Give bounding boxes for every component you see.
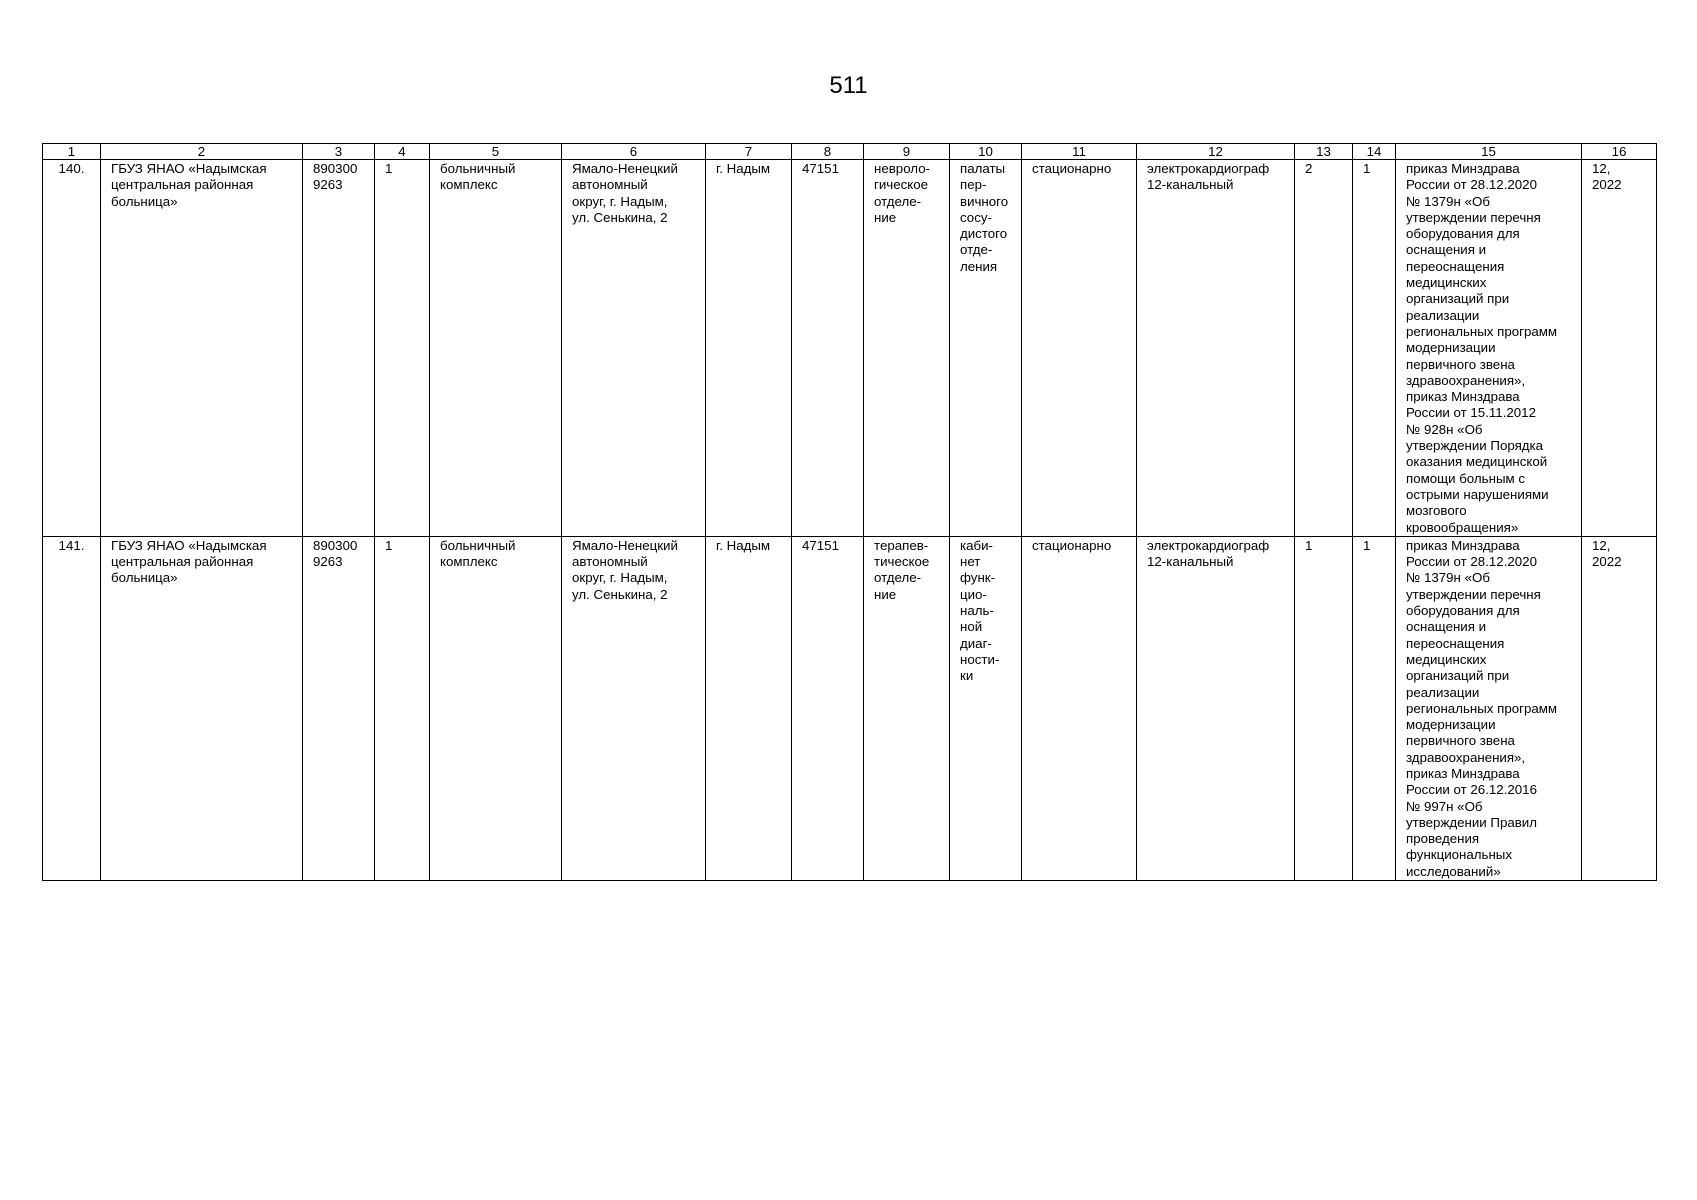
object-type-cell xyxy=(430,536,562,880)
column-header: 9 xyxy=(864,144,950,160)
cell-line: утверждении перечня xyxy=(1406,209,1541,225)
cell-line: кровообращения» xyxy=(1406,519,1519,535)
cell-line: приказ Минздрава xyxy=(1406,161,1520,176)
city-cell: г. Надым xyxy=(706,536,792,880)
cell-line: ул. Сенькина, 2 xyxy=(572,209,668,225)
cell-line: сосу- xyxy=(960,209,992,225)
column-header: 3 xyxy=(303,144,375,160)
cell-line: 2022 xyxy=(1592,554,1622,570)
column-header: 2 xyxy=(101,144,303,160)
table-row xyxy=(43,160,1657,537)
column-4-cell: 1 xyxy=(375,536,430,880)
cell-line: каби- xyxy=(960,537,993,553)
cell-line: наль- xyxy=(960,603,994,619)
cell-line: медицинских xyxy=(1406,651,1487,667)
cell-line: центральная районная xyxy=(111,177,254,193)
cell-line: 9263 xyxy=(313,177,343,193)
cell-line: тическое xyxy=(874,554,930,570)
cell-line: России от 15.11.2012 xyxy=(1406,405,1536,421)
equipment-cell xyxy=(1137,160,1295,537)
cell-line: оборудования для xyxy=(1406,603,1520,619)
cell-line: автономный xyxy=(572,177,648,193)
cell-line: здравоохранения», xyxy=(1406,749,1526,765)
object-type-cell xyxy=(430,160,562,537)
cell-line: медицинских xyxy=(1406,275,1487,291)
cell-line: автономный xyxy=(572,554,648,570)
row-number-cell: 141. xyxy=(43,536,101,880)
column-header: 11 xyxy=(1022,144,1137,160)
column-14-cell: 1 xyxy=(1353,160,1396,537)
care-form-cell: стационарно xyxy=(1022,536,1137,880)
cell-line: первичного звена xyxy=(1406,356,1515,372)
cell-line: оснащения и xyxy=(1406,619,1487,635)
cell-line: оказания медицинской xyxy=(1406,454,1548,470)
date-cell xyxy=(1582,536,1657,880)
cell-line: России от 28.12.2020 xyxy=(1406,177,1537,193)
cell-line: модернизации xyxy=(1406,340,1496,356)
cell-line: 12-канальный xyxy=(1147,554,1234,570)
column-13-cell: 1 xyxy=(1295,536,1353,880)
cell-line: первичного звена xyxy=(1406,733,1515,749)
cell-line: отделе- xyxy=(874,570,922,586)
cell-line: ние xyxy=(874,209,897,225)
cell-line: пер- xyxy=(960,177,987,193)
cell-line: комплекс xyxy=(440,177,498,193)
cell-line: больница» xyxy=(111,570,178,586)
cell-line: № 997н «Об xyxy=(1406,798,1483,814)
room-cell xyxy=(950,160,1022,537)
cell-line: палаты xyxy=(960,161,1006,176)
cell-line: переоснащения xyxy=(1406,258,1505,274)
cell-line: утверждении перечня xyxy=(1406,586,1541,602)
cell-line: утверждении Порядка xyxy=(1406,438,1544,454)
date-cell xyxy=(1582,160,1657,537)
address-cell xyxy=(562,536,706,880)
equipment-register-table xyxy=(42,143,1657,881)
cell-line: России от 26.12.2016 xyxy=(1406,782,1537,798)
cell-line: ной xyxy=(960,619,983,635)
city-cell: г. Надым xyxy=(706,160,792,537)
column-header: 13 xyxy=(1295,144,1353,160)
column-4-cell: 1 xyxy=(375,160,430,537)
department-cell xyxy=(864,160,950,537)
cell-line: ГБУЗ ЯНАО «Надымская xyxy=(111,161,267,176)
legal-basis-cell xyxy=(1396,160,1582,537)
cell-line: проведения xyxy=(1406,831,1480,847)
institution-cell xyxy=(101,160,303,537)
cell-line: невроло- xyxy=(874,161,931,176)
cell-line: ления xyxy=(960,258,998,274)
cell-line: больница» xyxy=(111,193,178,209)
cell-line: диаг- xyxy=(960,635,992,651)
cell-line: округ, г. Надым, xyxy=(572,193,668,209)
cell-line: ние xyxy=(874,586,897,602)
cell-line: переоснащения xyxy=(1406,635,1505,651)
cell-line: 890300 xyxy=(313,537,358,553)
cell-line: 12, xyxy=(1592,537,1611,553)
cell-line: функ- xyxy=(960,570,996,586)
cell-line: нет xyxy=(960,554,981,570)
column-14-cell: 1 xyxy=(1353,536,1396,880)
room-cell xyxy=(950,536,1022,880)
care-form-cell: стационарно xyxy=(1022,160,1137,537)
cell-line: № 928н «Об xyxy=(1406,421,1483,437)
address-cell xyxy=(562,160,706,537)
cell-line: гическое xyxy=(874,177,929,193)
cell-line: здравоохранения», xyxy=(1406,372,1526,388)
cell-line: оборудования для xyxy=(1406,226,1520,242)
cell-line: центральная районная xyxy=(111,554,254,570)
cell-line: приказ Минздрава xyxy=(1406,389,1520,405)
cell-line: помощи больным с xyxy=(1406,470,1525,486)
cell-line: терапев- xyxy=(874,537,929,553)
cell-line: больничный xyxy=(440,537,516,553)
oktmo-cell: 47151 xyxy=(792,160,864,537)
legal-basis-cell xyxy=(1396,536,1582,880)
cell-line: приказ Минздрава xyxy=(1406,537,1520,553)
cell-line: России от 28.12.2020 xyxy=(1406,554,1537,570)
cell-line: реализации xyxy=(1406,307,1480,323)
equipment-cell xyxy=(1137,536,1295,880)
column-header: 15 xyxy=(1396,144,1582,160)
cell-line: Ямало-Ненецкий xyxy=(572,161,678,176)
cell-line: реализации xyxy=(1406,684,1480,700)
department-cell xyxy=(864,536,950,880)
column-header: 6 xyxy=(562,144,706,160)
column-header: 10 xyxy=(950,144,1022,160)
column-header: 8 xyxy=(792,144,864,160)
cell-line: региональных программ xyxy=(1406,700,1558,716)
cell-line: утверждении Правил xyxy=(1406,814,1537,830)
inn-cell xyxy=(303,536,375,880)
column-13-cell: 2 xyxy=(1295,160,1353,537)
cell-line: № 1379н «Об xyxy=(1406,193,1490,209)
column-header: 16 xyxy=(1582,144,1657,160)
institution-cell xyxy=(101,536,303,880)
cell-line: организаций при xyxy=(1406,668,1510,684)
cell-line: ГБУЗ ЯНАО «Надымская xyxy=(111,537,267,553)
cell-line: модернизации xyxy=(1406,717,1496,733)
column-header: 7 xyxy=(706,144,792,160)
cell-line: цио- xyxy=(960,586,987,602)
column-header: 14 xyxy=(1353,144,1396,160)
table-body xyxy=(43,144,1657,881)
cell-line: оснащения и xyxy=(1406,242,1487,258)
cell-line: организаций при xyxy=(1406,291,1510,307)
cell-line: острыми нарушениями xyxy=(1406,486,1549,502)
cell-line: 2022 xyxy=(1592,177,1622,193)
cell-line: 890300 xyxy=(313,161,358,176)
cell-line: мозгового xyxy=(1406,503,1467,519)
column-header: 4 xyxy=(375,144,430,160)
cell-line: электрокардиограф xyxy=(1147,161,1270,176)
cell-line: дистого xyxy=(960,226,1008,242)
cell-line: 12, xyxy=(1592,161,1611,176)
row-number-cell: 140. xyxy=(43,160,101,537)
cell-line: отделе- xyxy=(874,193,922,209)
inn-cell xyxy=(303,160,375,537)
cell-line: комплекс xyxy=(440,554,498,570)
cell-line: функциональных xyxy=(1406,847,1513,863)
column-header: 5 xyxy=(430,144,562,160)
cell-line: исследований» xyxy=(1406,863,1501,879)
cell-line: отде- xyxy=(960,242,993,258)
cell-line: ки xyxy=(960,668,974,684)
cell-line: приказ Минздрава xyxy=(1406,765,1520,781)
cell-line: региональных программ xyxy=(1406,323,1558,339)
cell-line: Ямало-Ненецкий xyxy=(572,537,678,553)
cell-line: округ, г. Надым, xyxy=(572,570,668,586)
cell-line: электрокардиограф xyxy=(1147,537,1270,553)
table-row xyxy=(43,536,1657,880)
column-number-row xyxy=(43,144,1657,160)
page-number: 511 xyxy=(829,72,868,99)
column-header: 12 xyxy=(1137,144,1295,160)
cell-line: ности- xyxy=(960,651,1000,667)
cell-line: ул. Сенькина, 2 xyxy=(572,586,668,602)
oktmo-cell: 47151 xyxy=(792,536,864,880)
cell-line: 12-канальный xyxy=(1147,177,1234,193)
cell-line: больничный xyxy=(440,161,516,176)
cell-line: 9263 xyxy=(313,554,343,570)
column-header: 1 xyxy=(43,144,101,160)
cell-line: № 1379н «Об xyxy=(1406,570,1490,586)
cell-line: вичного xyxy=(960,193,1009,209)
